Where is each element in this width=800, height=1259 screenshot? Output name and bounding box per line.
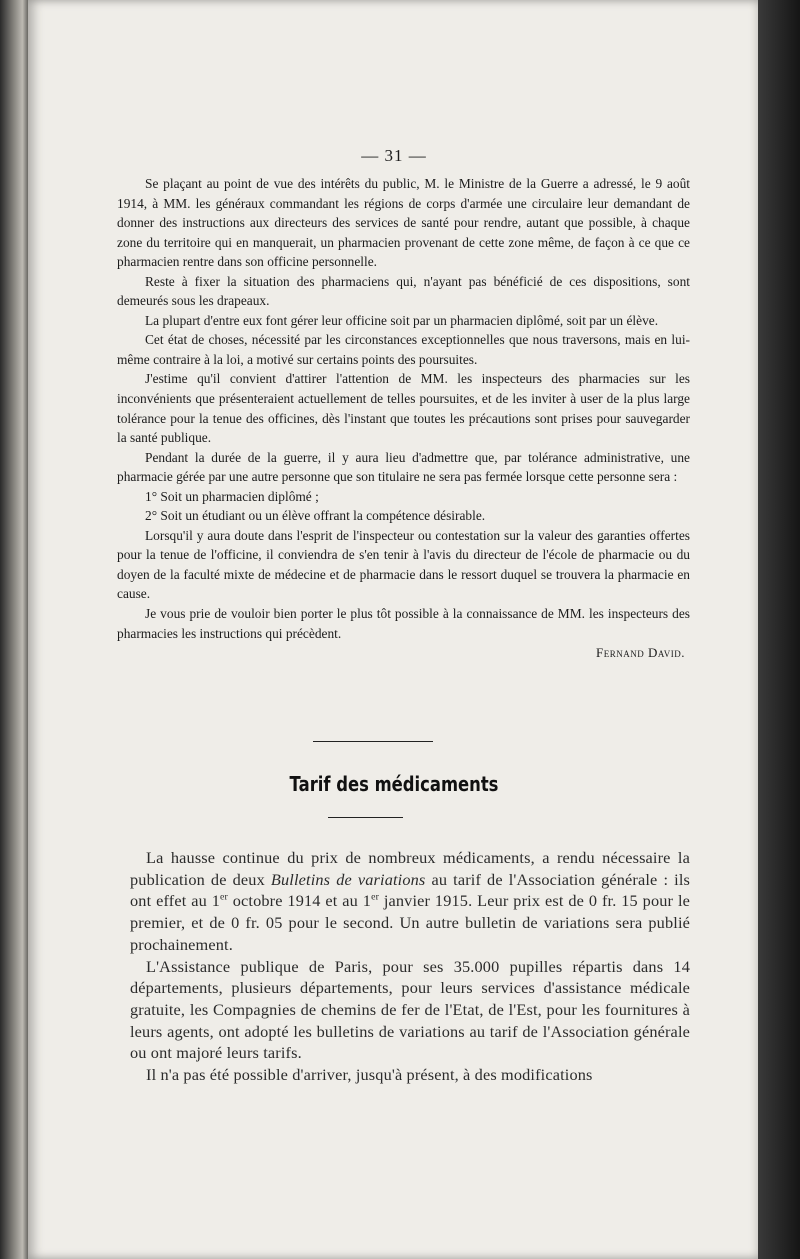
letter-paragraph: Reste à fixer la situation des pharmaciens qui, n'ayant pas bénéficié de ces dispositions, sont demeurés sous les drapeaux. xyxy=(117,273,690,309)
letter-paragraph: Cet état de choses, nécessité par les circonstances exceptionnelles que nous traversons, mais en lui-même contraire à la loi, a motivé sur certains points des poursuites. xyxy=(117,332,690,367)
page-number: — 31 — xyxy=(361,146,427,165)
letter-paragraph: Se plaçant au point de vue des intérêts du public, M. le Ministre de la Guerre a adressé, le 9 août 1914, à MM. les généraux commandant les régions de corps d'armée une circulaire leur demandant de donner des instructions aux directeurs des services de santé pour rendre, autant que possible, à chaque zone du territoire qui en manquerait, un pharmacien provenant de cette zone même, de façon à ce que ce pharmacien rentre dans son officine personnelle. xyxy=(117,176,690,270)
divider-bottom xyxy=(328,817,403,818)
book-binding xyxy=(0,0,30,1259)
section-title: Tarif des médicaments xyxy=(289,772,499,796)
letter-list-item: 2° Soit un étudiant ou un élève offrant la compétence désirable. xyxy=(145,508,486,524)
article-body xyxy=(130,847,690,1086)
letter-paragraph: Je vous prie de vouloir bien porter le plus tôt possible à la connaissance de MM. les inspecteurs des pharmacies les instructions qui précèdent. xyxy=(117,606,690,641)
letter-paragraph: La plupart d'entre eux font gérer leur officine soit par un pharmacien diplômé, soit par un élève. xyxy=(145,312,659,328)
book-page xyxy=(28,0,760,1259)
bulletin-title: Bulletins de variations xyxy=(270,869,426,889)
page-edge-shadow xyxy=(758,0,800,1259)
letter-list-item: 1° Soit un pharmacien diplômé ; xyxy=(145,488,319,504)
letter-paragraph: J'estime qu'il convient d'attirer l'attention de MM. les inspecteurs des pharmacies sur les inconvénients que présenteraient actuellement de telles poursuites, et de les inviter à user de la plus large tolérance pour la tenue des officines, dès l'instant que toutes les précautions sont prises pour sauvegarder la santé publique. xyxy=(117,371,690,446)
signature: Fernand David. xyxy=(596,645,685,661)
divider-top xyxy=(313,741,433,742)
letter-paragraph: Pendant la durée de la guerre, il y aura lieu d'admettre que, par tolérance administrative, une pharmacie gérée par une autre personne que son titulaire ne sera pas fermée lorsque cette personne sera : xyxy=(117,449,690,485)
letter-paragraph: Lorsqu'il y aura doute dans l'esprit de l'inspecteur ou contestation sur la valeur des garanties offertes pour la tenue de l'officine, il conviendra de s'en tenir à l'avis du directeur de l'école de pharmacie ou du doyen de la faculté mixte de médecine et de pharmacie dans le ressort duquel se trouvera la pharmacie en cause. xyxy=(117,527,690,602)
article-paragraph: Il n'a pas été possible d'arriver, jusqu'à présent, à des modifications xyxy=(146,1065,593,1085)
circular-letter xyxy=(117,174,690,663)
article-paragraph: La hausse continue du prix de nombreux médicaments, a rendu nécessaire la publication de deux Bulletins de variations au tarif de l'Association générale : ils ont effet au 1er octobre 1914 et au 1er janvier 1915. Leur prix est de 0 fr. 15 pour le premier, et de 0 fr. 05 pour le second. Un autre bulletin de variations sera publié prochainement. xyxy=(130,848,690,954)
article-paragraph: L'Assistance publique de Paris, pour ses 35.000 pupilles répartis dans 14 départements, plusieurs départements, pour leurs services d'assistance médicale gratuite, les Compagnies de chemins de fer de l'Etat, de l'Est, pour les fournitures à leurs agents, ont adopté les bulletins de variations au tarif de l'Association générale ou ont majoré leurs tarifs. xyxy=(130,956,690,1063)
